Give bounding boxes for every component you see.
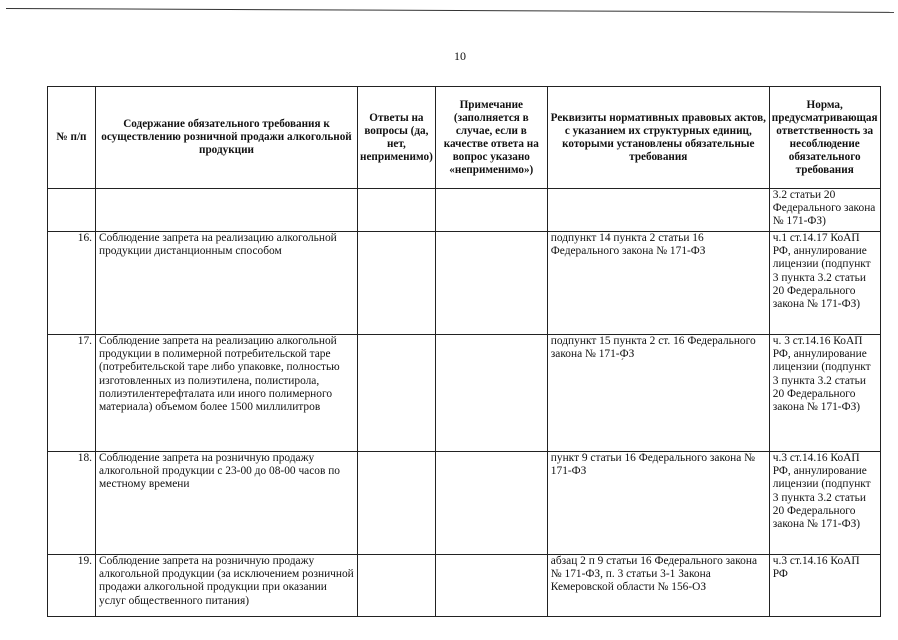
requirement-text: Соблюдение запрета на реализацию алкогольной продукции дистанционным способом xyxy=(96,232,358,335)
requirements-table-wrap xyxy=(47,86,881,617)
row-number xyxy=(48,189,96,232)
legal-refs: абзац 2 п 9 статьи 16 Федерального закона № 171-ФЗ, п. 3 статьи 3-1 Закона Кемеровской области № 156-ОЗ xyxy=(547,555,769,617)
table-header-row xyxy=(48,87,881,189)
requirement-text: Соблюдение запрета на розничную продажу алкогольной продукции с 23-00 до 08-00 часов по местному времени xyxy=(96,452,358,555)
table-row xyxy=(48,189,881,232)
note-cell xyxy=(435,452,547,555)
answer-cell xyxy=(358,189,436,232)
note-cell xyxy=(435,555,547,617)
header-content: Содержание обязательного требования к осуществлению розничной продажи алкогольной продукции xyxy=(96,87,358,189)
table-row xyxy=(48,555,881,617)
liability-norm: 3.2 статьи 20 Федерального закона № 171-ФЗ) xyxy=(769,189,880,232)
note-cell xyxy=(435,335,547,452)
note-cell xyxy=(435,189,547,232)
row-number: 18. xyxy=(48,452,96,555)
legal-refs-text: подпункт 15 пункта 2 ст. 16 Федерального закона № 171-ФЗ xyxy=(550,335,756,361)
row-number: 19. xyxy=(48,555,96,617)
liability-norm: ч.1 ст.14.17 КоАП РФ, аннулирование лицензии (подпункт 3 пункта 3.2 статьи 20 Федерального закона № 171-ФЗ) xyxy=(769,232,880,335)
liability-norm: ч. 3 ст.14.16 КоАП РФ, аннулирование лицензии (подпункт 3 пункта 3.2 статьи 20 Федерального закона № 171-ФЗ) xyxy=(769,335,880,452)
liability-norm: ч.3 ст.14.16 КоАП РФ, аннулирование лицензии (подпункт 3 пункта 3.2 статьи 20 Федерального закона № 171-ФЗ) xyxy=(769,452,880,555)
header-note: Примечание (заполняется в случае, если в качестве ответа на вопрос указано «неприменимо») xyxy=(435,87,547,189)
answer-cell xyxy=(358,452,436,555)
row-number: 17. xyxy=(48,335,96,452)
answer-cell xyxy=(358,232,436,335)
legal-refs: пункт 9 статьи 16 Федерального закона № 171-ФЗ xyxy=(547,452,769,555)
scan-speck: ˊ xyxy=(620,358,625,370)
table-row xyxy=(48,232,881,335)
header-norm: Норма, предусматривающая ответственность за несоблюдение обязательного требования xyxy=(769,87,880,189)
table-row xyxy=(48,452,881,555)
requirements-table xyxy=(47,86,881,617)
requirement-text: Соблюдение запрета на реализацию алкогольной продукции в полимерной потребительской таре (потребительской таре либо упаковке, полностью изготовленных из полиэтилена, полистирола, полиэтилентерефталата или иного полимерного материала) объемом более 1500 миллилитров xyxy=(96,335,358,452)
note-cell xyxy=(435,232,547,335)
table-row xyxy=(48,335,881,452)
header-refs: Реквизиты нормативных правовых актов, с указанием их структурных единиц, которыми установлены обязательные требования xyxy=(547,87,769,189)
page-number: 10 xyxy=(454,49,466,63)
top-rule xyxy=(6,8,894,13)
header-num: № п/п xyxy=(48,87,96,189)
requirement-text xyxy=(96,189,358,232)
row-number: 16. xyxy=(48,232,96,335)
answer-cell xyxy=(358,335,436,452)
answer-cell xyxy=(358,555,436,617)
legal-refs: подпункт 14 пункта 2 статьи 16 Федерального закона № 171-ФЗ xyxy=(547,232,769,335)
legal-refs xyxy=(547,189,769,232)
legal-refs xyxy=(547,335,769,452)
requirement-text: Соблюдение запрета на розничную продажу алкогольной продукции (за исключением розничной продажи алкогольной продукции при оказании услуг общественного питания) xyxy=(96,555,358,617)
liability-norm: ч.3 ст.14.16 КоАП РФ xyxy=(769,555,880,617)
header-answers: Ответы на вопросы (да, нет, неприменимо) xyxy=(358,87,436,189)
